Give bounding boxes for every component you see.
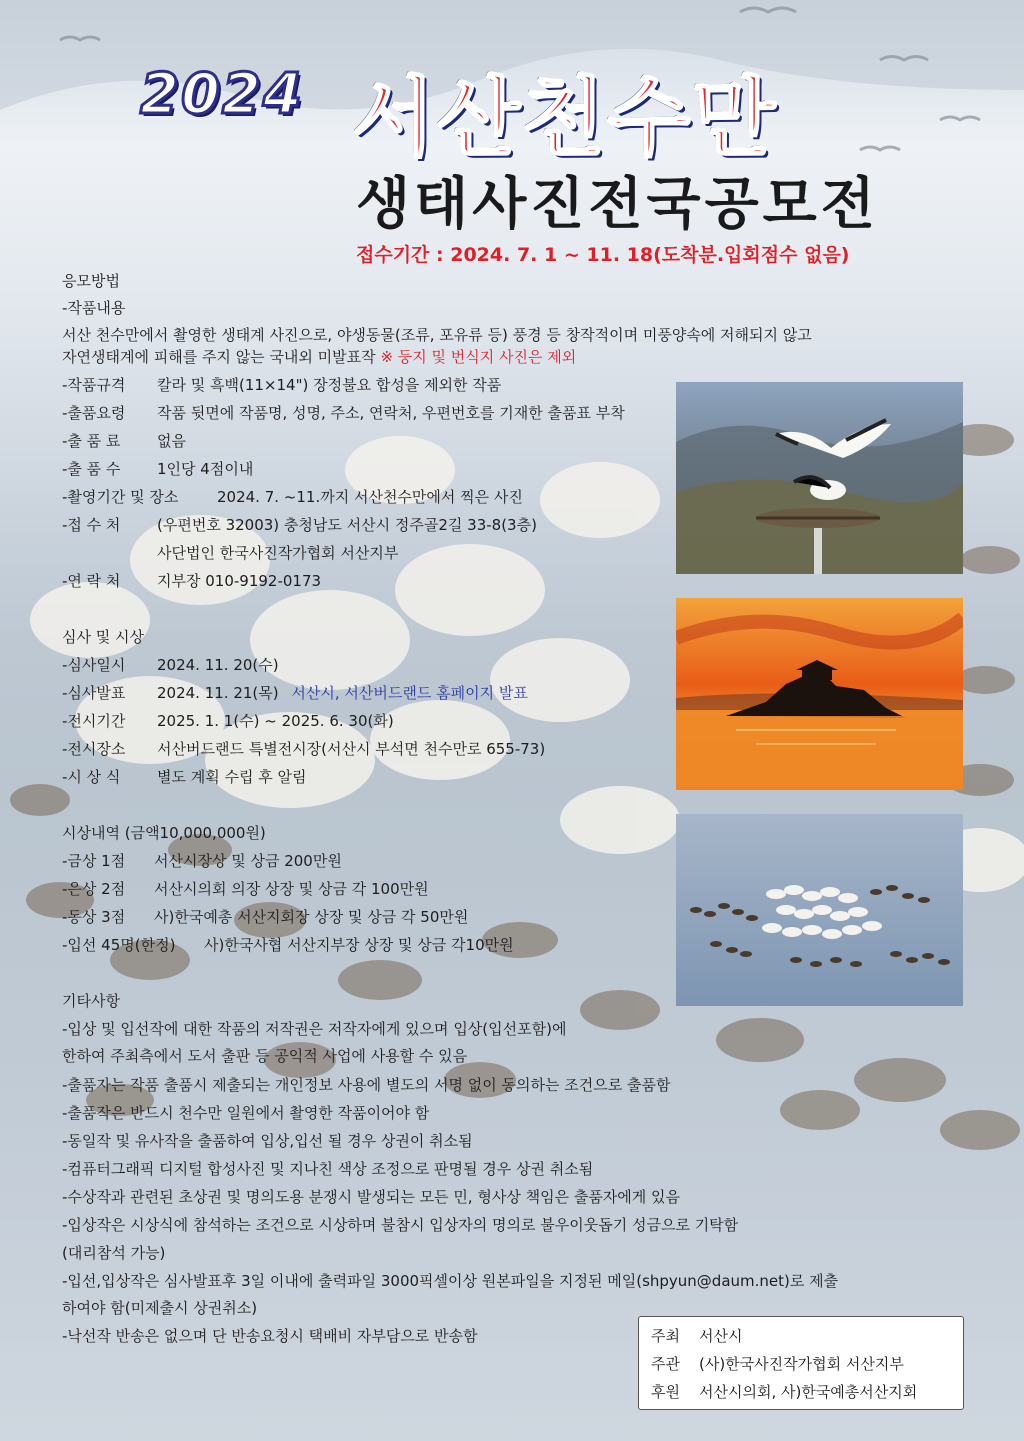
organizer-credits-box [638, 1316, 964, 1410]
info-row-period-place [62, 486, 523, 507]
info-row-address [62, 514, 537, 535]
info-value: 사단법인 한국사진작가협회 서산지부 [157, 544, 399, 562]
prize-row-gold [62, 850, 342, 871]
etc-line: -낙선작 반송은 없으며 단 반송요청시 택배비 자부담으로 반송함 [62, 1327, 478, 1345]
info-label: -출 품 수 [62, 460, 121, 478]
info-label: -시 상 식 [62, 768, 121, 786]
content-line-2-text: 자연생태계에 피해를 주지 않는 국내외 미발표작 [62, 348, 376, 366]
submission-period: 접수기간 : 2024. 7. 1 ~ 11. 18(도착분.입회점수 없음) [356, 244, 850, 266]
title-subtitle: 생태사진전국공모전 [356, 172, 879, 237]
prize-value: 서산시장상 및 상금 200만원 [154, 852, 342, 870]
photo-birds-flock [676, 814, 963, 1006]
announce-location: 서산시, 서산버드랜드 홈페이지 발표 [291, 684, 528, 702]
etc-line: -입상작은 시상식에 참석하는 조건으로 시상하며 불참시 입상자의 명의로 불우이웃돕기 성금으로 기탁함 [62, 1216, 739, 1234]
info-value: (우편번호 32003) 충청남도 서산시 정주골2길 33-8(3층) [157, 516, 537, 534]
content-line-1: 서산 천수만에서 촬영한 생태계 사진으로, 야생동물(조류, 포유류 등) 풍경 등 창작적이며 미풍양속에 저해되지 않고 [62, 326, 812, 344]
credit-value: 서산시의회, 사)한국예총서산지회 [699, 1383, 918, 1401]
prize-row-bronze [62, 906, 468, 927]
prize-label: -금상 1점 [62, 852, 126, 870]
info-value: 서산버드랜드 특별전시장(서산시 부석면 천수만로 655-73) [157, 740, 546, 758]
etc-line: 하여야 함(미제출시 상권취소) [62, 1299, 258, 1317]
judging-row-date [62, 654, 279, 675]
info-value: 작품 뒷면에 작품명, 성명, 주소, 연락처, 우편번호를 기재한 출품표 부착 [157, 404, 625, 422]
prize-value: 서산시의회 의장 상장 및 상금 각 100만원 [154, 880, 429, 898]
content-label: -작품내용 [62, 299, 126, 317]
info-row-method [62, 402, 625, 423]
info-value: 칼라 및 흑백(11×14") 장정불요 합성을 제외한 작품 [157, 376, 502, 394]
info-value: 없음 [157, 432, 186, 450]
etc-line: -동일작 및 유사작을 출품하여 입상,입선 될 경우 상권이 취소됨 [62, 1132, 473, 1150]
info-row-address-2 [62, 542, 398, 563]
etc-line: -수상작과 관련된 초상권 및 명의도용 분쟁시 발생되는 모든 민, 형사상 책임은 출품자에게 있음 [62, 1188, 681, 1206]
section-heading-application: 응모방법 [62, 272, 120, 290]
etc-line: (대리참석 가능) [62, 1244, 166, 1262]
section-heading-prizes: 시상내역 (금액10,000,000원) [62, 824, 266, 842]
credit-label: 주관 [651, 1355, 680, 1373]
info-label: -전시기간 [62, 712, 126, 730]
info-value: 별도 계획 수립 후 알림 [157, 768, 307, 786]
etc-line: -출품자는 작품 출품시 제출되는 개인정보 사용에 별도의 서명 없이 동의하는 조건으로 출품함 [62, 1076, 671, 1094]
info-label: -연 락 처 [62, 572, 121, 590]
credit-value: 서산시 [699, 1327, 743, 1345]
info-row-contact [62, 570, 321, 591]
etc-line: -출품작은 반드시 천수만 일원에서 촬영한 작품이어야 함 [62, 1104, 430, 1122]
content-line-2 [62, 346, 576, 367]
credit-row-sponsor [651, 1381, 917, 1402]
info-label: -촬영기간 및 장소 [62, 488, 179, 506]
info-value: 2025. 1. 1(수) ~ 2025. 6. 30(화) [157, 712, 394, 730]
prize-label: -은상 2점 [62, 880, 126, 898]
info-label: -출품요령 [62, 404, 126, 422]
section-heading-judging: 심사 및 시상 [62, 628, 144, 646]
info-value: 2024. 11. 20(수) [157, 656, 279, 674]
info-label: -전시장소 [62, 740, 126, 758]
credit-label: 주최 [651, 1327, 680, 1345]
section-heading-etc: 기타사항 [62, 992, 120, 1010]
info-row-size [62, 374, 501, 395]
info-value: 2024. 11. 21(목) [157, 684, 279, 702]
prize-value: 사)한국예총 서산지회장 상장 및 상금 각 50만원 [154, 908, 469, 926]
etc-line: -입선,입상작은 심사발표후 3일 이내에 출력파일 3000픽셀이상 원본파일을 지정된 메일(shpyun@daum.net)로 제출 [62, 1272, 839, 1290]
info-label: -심사발표 [62, 684, 126, 702]
info-value: 지부장 010-9192-0173 [157, 572, 322, 590]
title-year: 2024 [140, 62, 304, 127]
judging-row-announce [62, 682, 528, 703]
info-row-count [62, 458, 253, 479]
prize-row-selected [62, 934, 514, 955]
content-note: ※ 둥지 및 번식지 사진은 제외 [380, 348, 577, 366]
photo-storks-nest [676, 382, 963, 574]
etc-line: 한하여 주최측에서 도서 출판 등 공익적 사업에 사용할 수 있음 [62, 1047, 468, 1065]
info-label: -접 수 처 [62, 516, 121, 534]
judging-row-exhibit-period [62, 710, 394, 731]
judging-row-exhibit-place [62, 738, 545, 759]
info-label: -작품규격 [62, 376, 126, 394]
prize-value: 사)한국사협 서산지부장 상장 및 상금 각10만원 [204, 936, 514, 954]
info-row-fee [62, 430, 186, 451]
prize-row-silver [62, 878, 429, 899]
credit-row-host [651, 1325, 742, 1346]
info-label: -출 품 료 [62, 432, 121, 450]
info-label: -심사일시 [62, 656, 126, 674]
info-value: 1인당 4점이내 [157, 460, 254, 478]
info-value: 2024. 7. ~11.까지 서산천수만에서 찍은 사진 [217, 488, 523, 506]
prize-label: -입선 45명(한정) [62, 936, 176, 954]
title-main: 서산천수만 [352, 68, 778, 168]
prize-label: -동상 3점 [62, 908, 126, 926]
photo-sunset-island [676, 598, 963, 790]
credit-row-organizer [651, 1353, 904, 1374]
credit-label: 후원 [651, 1383, 680, 1401]
credit-value: (사)한국사진작가협회 서산지부 [699, 1355, 904, 1373]
etc-line: -입상 및 입선작에 대한 작품의 저작권은 저작자에게 있으며 입상(입선포함)에 [62, 1020, 567, 1038]
etc-line: -컴퓨터그래픽 디지털 합성사진 및 지나친 색상 조정으로 판명될 경우 상권 취소됨 [62, 1160, 594, 1178]
judging-row-ceremony [62, 766, 306, 787]
